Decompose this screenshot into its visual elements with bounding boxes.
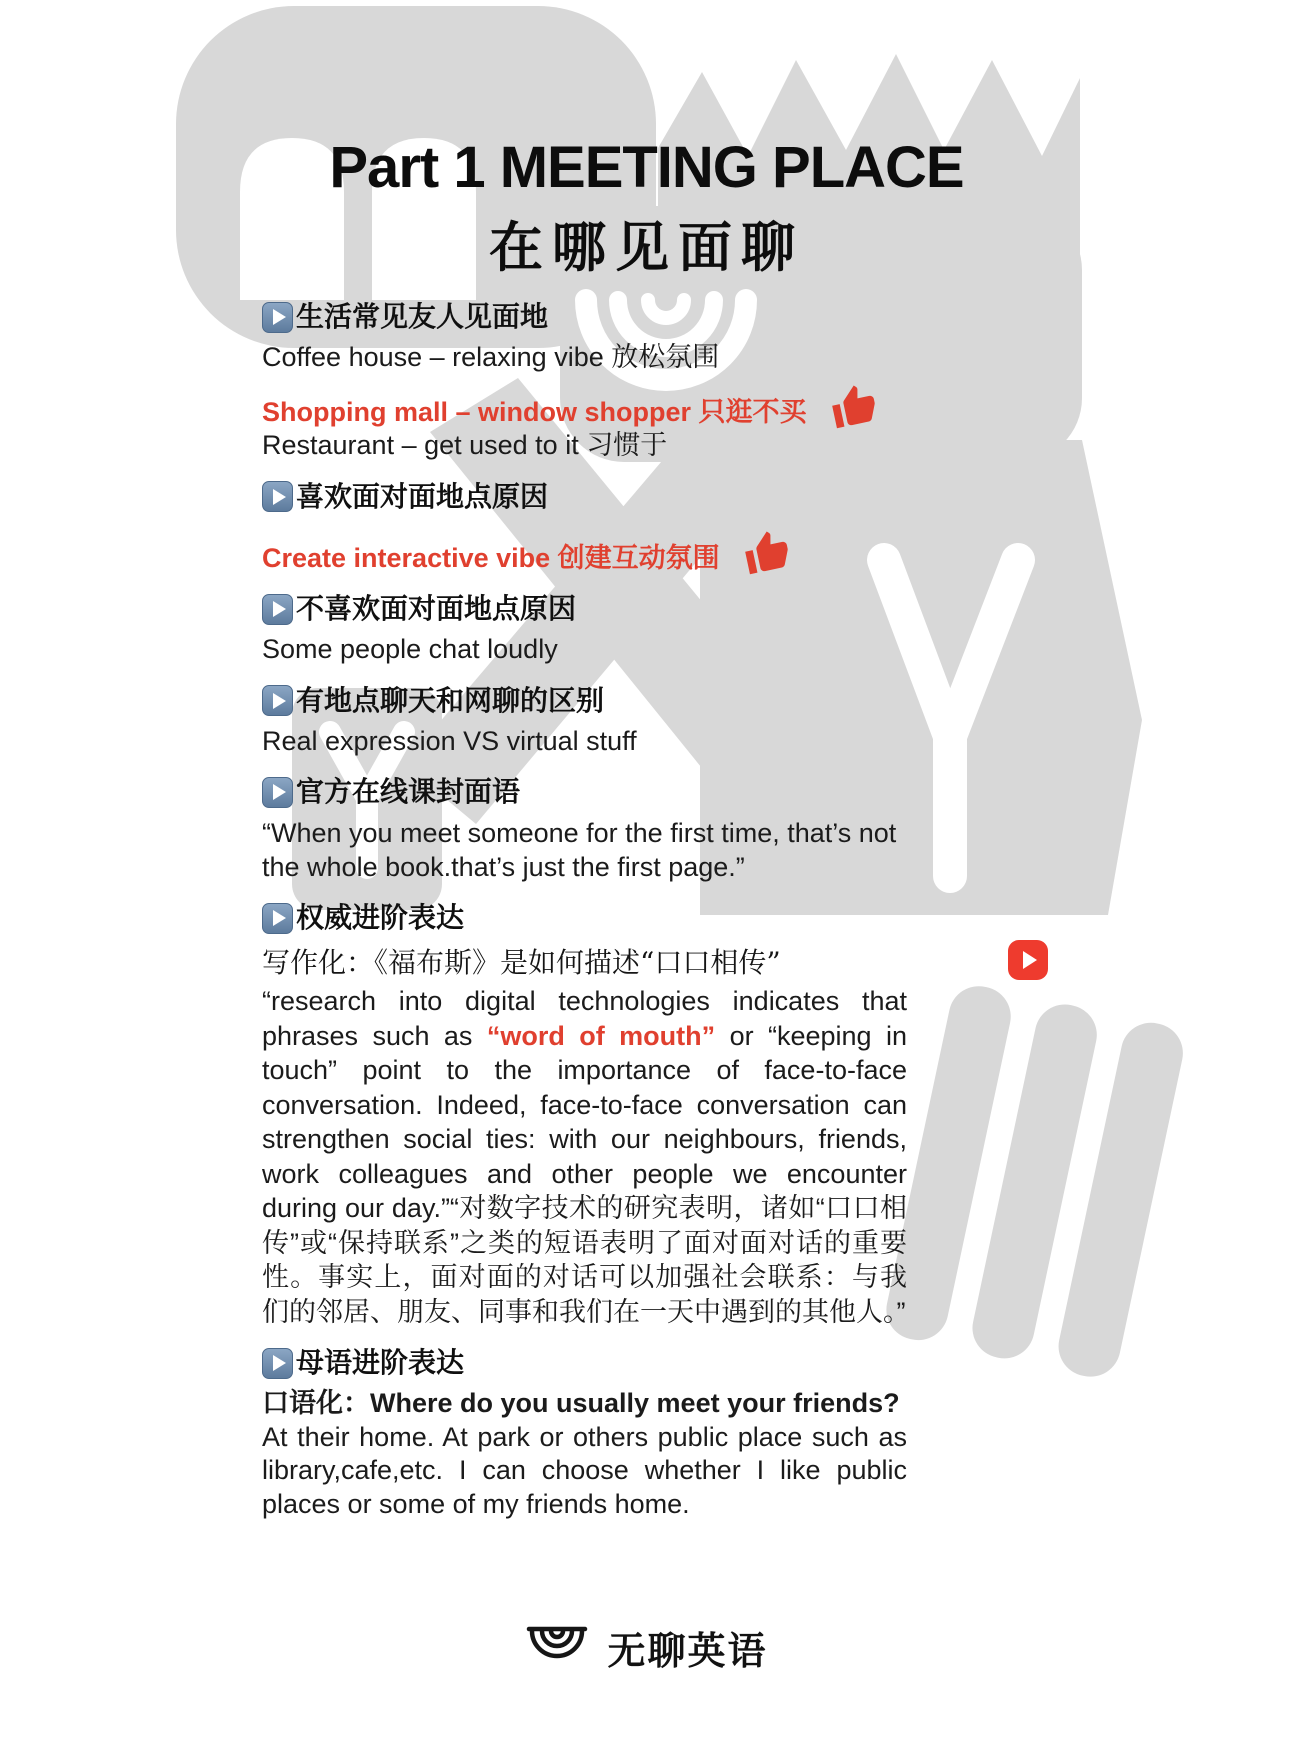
official-course-quote: “When you meet someone for the first time, that’s not the whole book.that’s just the first page.”	[262, 818, 897, 882]
spoken-question-line	[262, 1387, 907, 1421]
spoken-question-text: Where do you usually meet your friends?	[370, 1388, 900, 1418]
play-button-icon	[262, 481, 293, 512]
note-line-interactive-vibe	[262, 521, 907, 576]
content-column	[262, 298, 907, 1521]
note-line-restaurant: Restaurant – get used to it 习惯于	[262, 430, 668, 460]
play-button-icon	[262, 1348, 293, 1379]
section-header-native-expression	[262, 1344, 907, 1382]
note-line-chat-loudly: Some people chat loudly	[262, 634, 558, 664]
spoken-answer-paragraph: At their home. At park or others public place such as library,cafe,etc. I can choose whether I like public places or some of my friends home.	[262, 1421, 907, 1519]
section-header-advanced-expression	[262, 899, 907, 937]
section-header-label: 不喜欢面对面地点原因	[296, 593, 577, 624]
section-header-difference	[262, 682, 907, 720]
page-title-chinese: 在哪见面聊	[489, 218, 804, 278]
section-header-label: 喜欢面对面地点原因	[296, 480, 549, 512]
forbes-subtitle-handwritten: 写作化：《福布斯》是如何描述“口口相传”	[262, 946, 781, 979]
thumbs-up-icon	[744, 530, 790, 585]
brand-footer	[0, 1620, 1293, 1675]
section-header-like-reasons	[262, 478, 907, 516]
note-line-shopping-mall-text: Shopping mall – window shopper 只逛不买	[262, 396, 807, 427]
section-header-label: 官方在线课封面语	[296, 776, 521, 807]
research-text-after: or “keeping in touch” point to the importance of face-to-face conversation. Indeed, face-to-face conversation can strengthen social ties: with our neighbours, friends, work colleagues and other people we encounter during our day.”“对数字技术的研究表明，诸如“口口相传”或“保持联系”之类的短语表明了面对面对话的重要性。事实上，面对面的对话可以加强社会联系：与我们的邻居、朋友、同事和我们在一天中遇到的其他人。”	[262, 1020, 907, 1327]
research-text-before: “research into digital technologies indicates that phrases such as	[262, 986, 907, 1051]
highlight-word-of-mouth: “word of mouth”	[486, 1020, 716, 1051]
section-header-label: 生活常见友人见面地	[296, 301, 549, 332]
section-header-label: 有地点聊天和网聊的区别	[296, 684, 605, 716]
note-line-interactive-vibe-text: Create interactive vibe 创建互动氛围	[262, 542, 720, 573]
page-title-english: Part 1 MEETING PLACE	[329, 135, 964, 200]
play-button-icon	[262, 777, 293, 808]
note-line-coffee-house: Coffee house – relaxing vibe 放松氛围	[262, 342, 720, 372]
brand-smile-icon	[525, 1624, 589, 1672]
section-header-official-quote	[262, 773, 907, 811]
brand-name: 无聊英语	[607, 1631, 768, 1673]
section-header-dislike-reasons	[262, 590, 907, 628]
play-button-icon	[262, 594, 293, 625]
play-button-icon	[262, 302, 293, 333]
section-header-meeting-places	[262, 298, 907, 336]
play-button-icon	[262, 903, 293, 934]
section-header-label: 母语进阶表达	[296, 1347, 465, 1378]
play-button-icon	[262, 685, 293, 716]
note-line-real-vs-virtual: Real expression VS virtual stuff	[262, 725, 637, 756]
section-header-label: 权威进阶表达	[296, 902, 465, 933]
research-paragraph	[262, 984, 907, 1329]
page-title-block	[0, 134, 1293, 282]
thumbs-up-icon	[831, 384, 877, 439]
youtube-play-icon	[1008, 940, 1048, 980]
spoken-question-label: 口语化：	[262, 1388, 370, 1418]
note-line-shopping-mall	[262, 375, 907, 430]
